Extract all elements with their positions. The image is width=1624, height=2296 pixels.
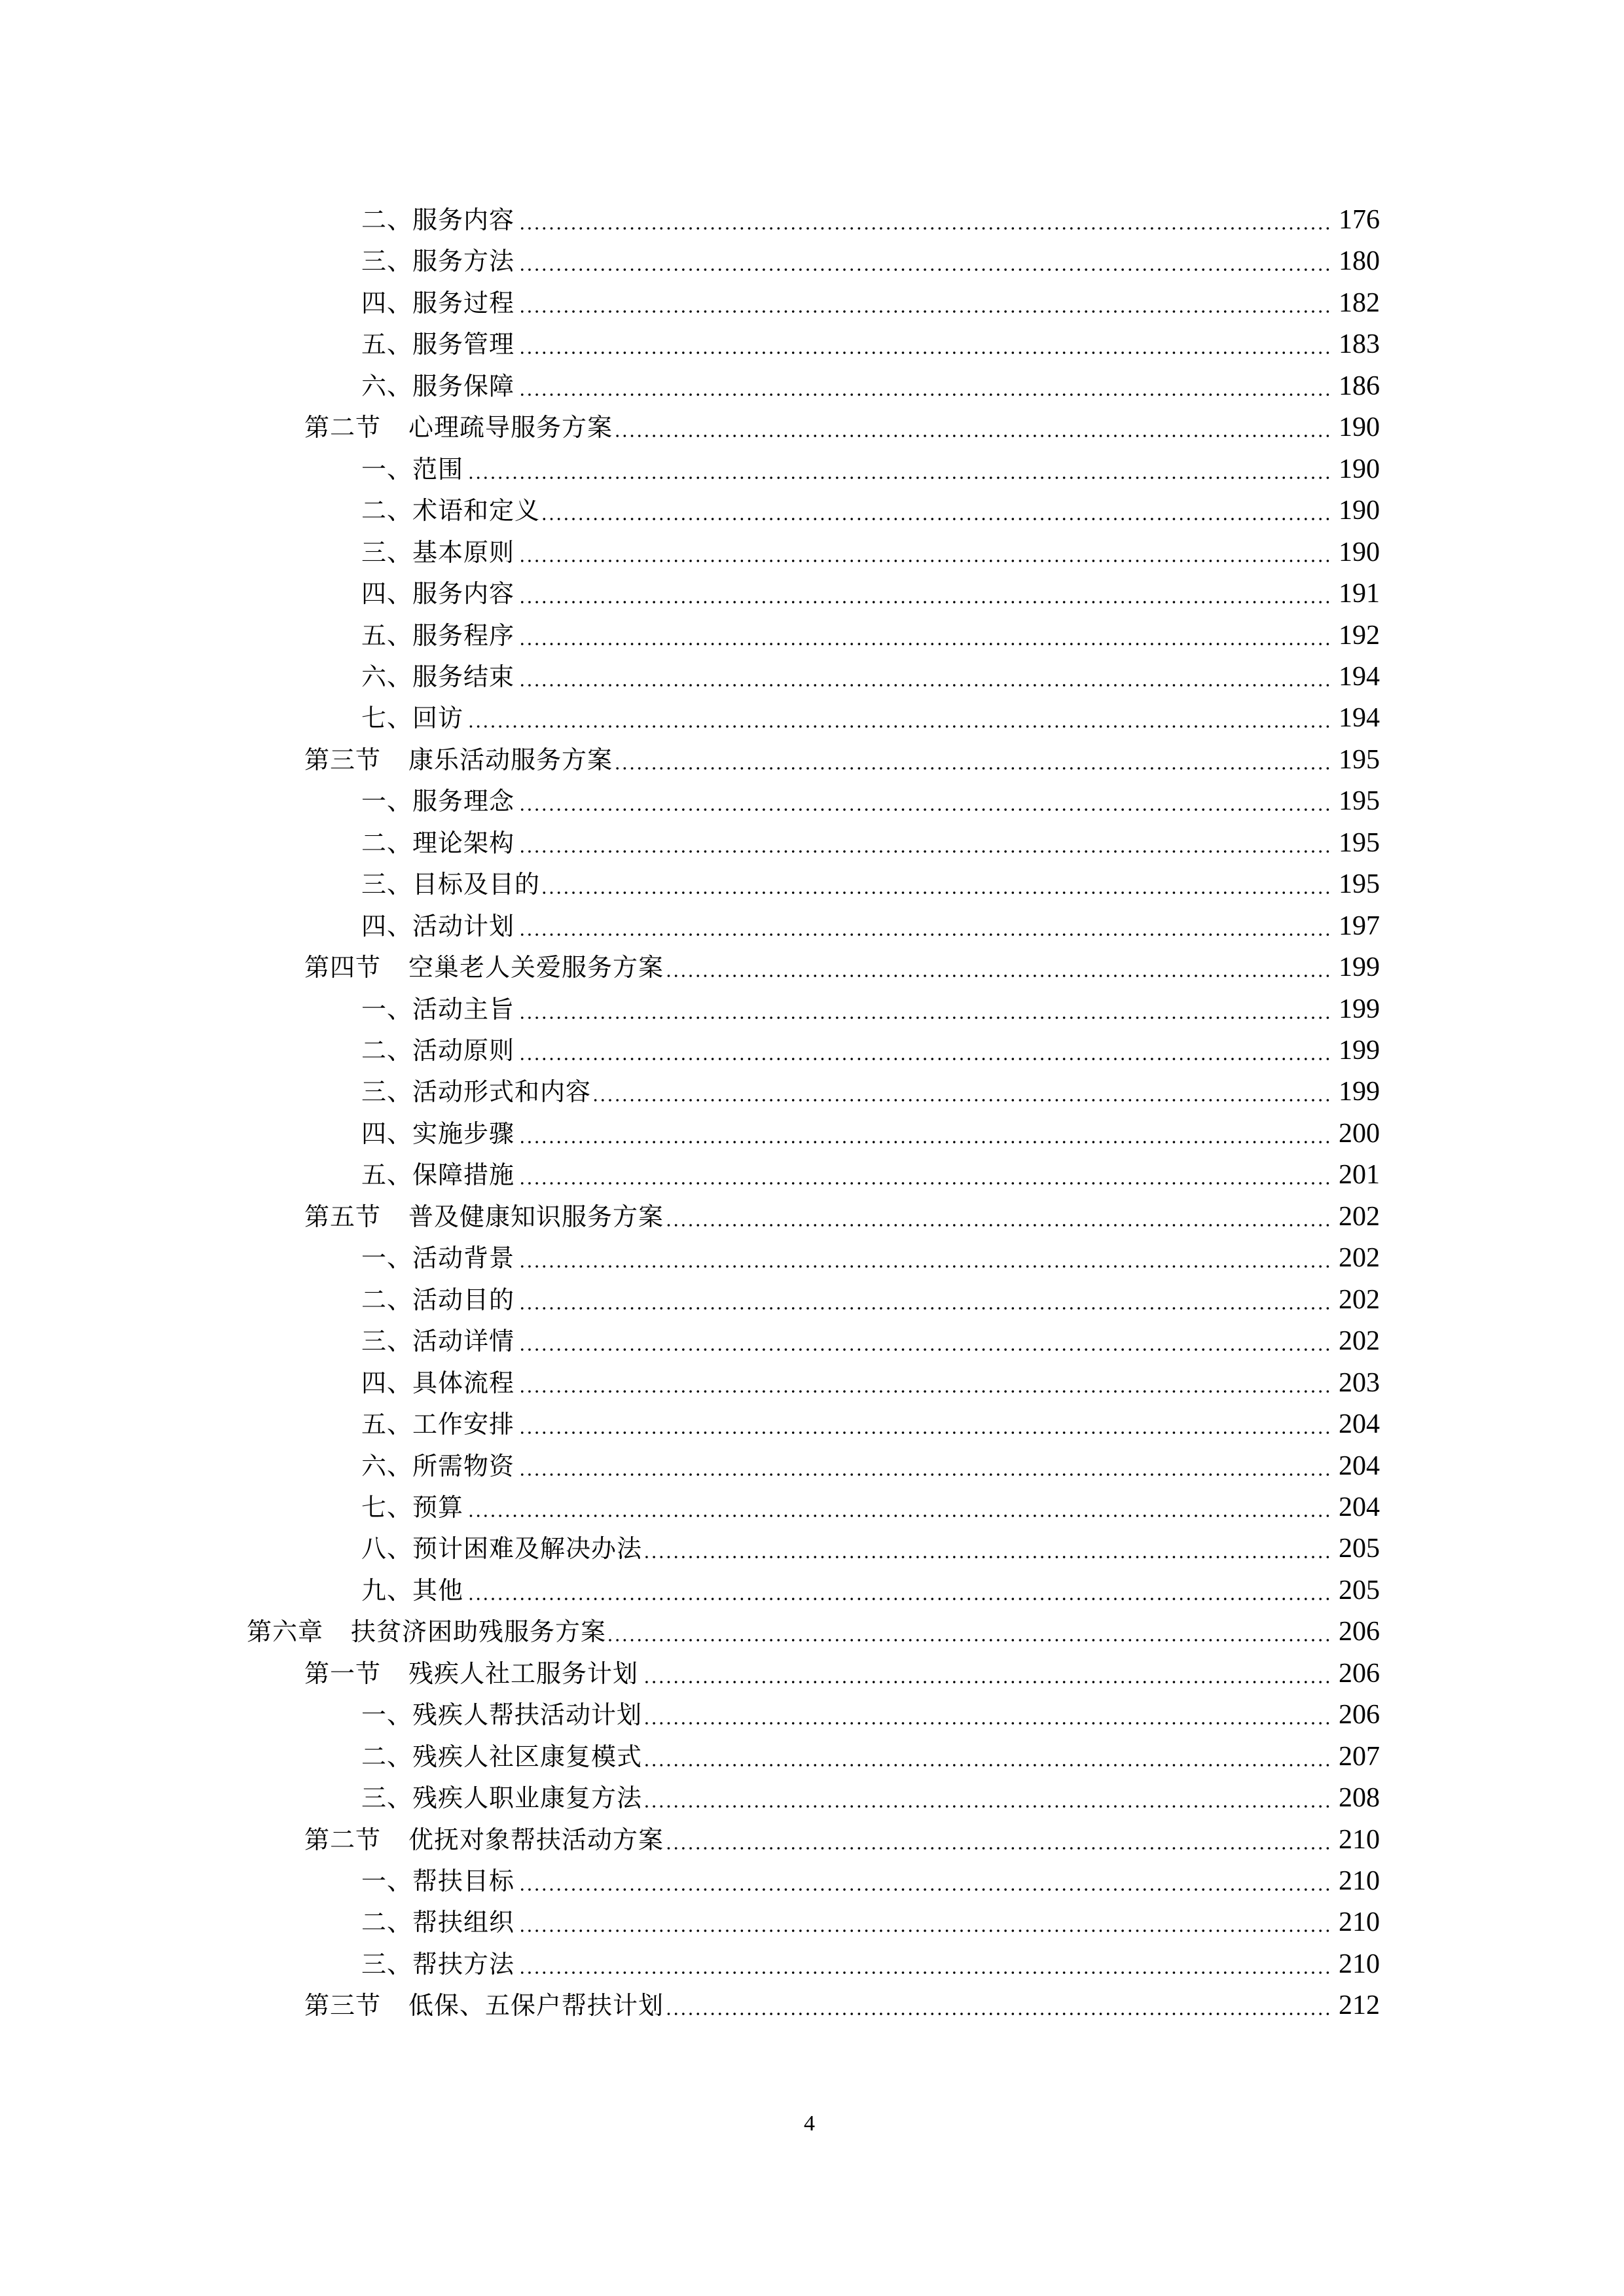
toc-entry-label [361, 864, 540, 905]
toc-entry-title: 活动目的 [412, 1285, 515, 1314]
toc-entry-number: 七、 [361, 704, 413, 733]
toc-entry-number: 六、 [361, 1451, 413, 1480]
toc-entry-number: 八、 [361, 1534, 413, 1564]
toc-entry-label [361, 1155, 514, 1196]
toc-item-entry[interactable] [361, 989, 1380, 1030]
dot-leader [517, 1944, 1331, 1985]
toc-entry-number: 二、 [361, 206, 413, 234]
toc-section-entry[interactable] [304, 1653, 1380, 1695]
toc-entry-title: 服务内容 [412, 579, 515, 609]
toc-entry-title: 所需物资 [412, 1451, 515, 1480]
dot-leader [517, 241, 1331, 282]
toc-entry-number: 二、 [361, 1742, 413, 1771]
toc-entry-page-number: 199 [1339, 952, 1380, 983]
toc-entry-page-number: 204 [1339, 1450, 1380, 1481]
dot-leader [466, 698, 1331, 739]
toc-item-entry[interactable] [361, 823, 1380, 864]
toc-entry-page-number: 202 [1339, 1243, 1380, 1274]
toc-entry-title: 优抚对象帮扶活动方案 [408, 1825, 664, 1854]
toc-item-entry[interactable] [361, 1528, 1380, 1570]
toc-entry-number: 三、 [361, 247, 413, 276]
toc-entry-page-number: 210 [1339, 1907, 1380, 1938]
toc-entry-number: 二、 [361, 1285, 413, 1314]
dot-leader [645, 1695, 1331, 1736]
dot-leader [641, 1653, 1331, 1695]
toc-item-entry[interactable] [361, 200, 1380, 241]
dot-leader [594, 1071, 1331, 1113]
toc-entry-number: 一、 [361, 1700, 413, 1730]
toc-entry-label [361, 1736, 642, 1778]
toc-entry-page-number: 206 [1339, 1658, 1380, 1689]
dot-leader [666, 1196, 1331, 1238]
dot-leader [645, 1528, 1331, 1570]
toc-entry-page-number: 207 [1339, 1741, 1380, 1772]
dot-leader [666, 1820, 1331, 1861]
dot-leader [517, 781, 1331, 822]
toc-item-entry[interactable] [361, 1113, 1380, 1155]
toc-entry-title: 范围 [412, 454, 464, 484]
toc-entry-page-number: 180 [1339, 246, 1380, 277]
toc-entry-title: 活动计划 [412, 911, 515, 941]
toc-entry-label [361, 1528, 642, 1570]
toc-entry-number: 二、 [361, 496, 413, 526]
toc-entry-title: 实施步骤 [412, 1119, 515, 1148]
toc-entry-title: 活动背景 [412, 1244, 515, 1273]
toc-entry-page-number: 191 [1339, 579, 1380, 609]
toc-entry-title: 工作安排 [412, 1410, 515, 1439]
toc-entry-number: 一、 [361, 787, 413, 816]
dot-leader [517, 200, 1331, 241]
toc-entry-label [361, 1071, 591, 1113]
toc-item-entry[interactable] [361, 864, 1380, 905]
toc-item-entry[interactable] [361, 366, 1380, 407]
toc-entry-page-number: 194 [1339, 661, 1380, 692]
toc-item-entry[interactable] [361, 573, 1380, 615]
toc-entry-label [361, 449, 463, 490]
toc-entry-title: 服务内容 [412, 206, 515, 234]
toc-entry-label [304, 947, 664, 988]
toc-entry-title: 扶贫济困助残服务方案 [351, 1617, 607, 1647]
dot-leader [609, 1611, 1331, 1653]
toc-entry-title: 服务程序 [412, 620, 515, 650]
dot-leader [517, 1861, 1331, 1902]
toc-entry-number: 二、 [361, 1036, 413, 1065]
toc-entry-label [304, 1653, 638, 1695]
toc-entry-title: 活动详情 [412, 1327, 515, 1356]
toc-item-entry[interactable] [361, 1944, 1380, 1985]
toc-entry-label [361, 1238, 514, 1279]
toc-entry-label [361, 1280, 514, 1321]
toc-item-entry[interactable] [361, 1363, 1380, 1404]
toc-entry-title: 心理疏导服务方案 [408, 413, 613, 442]
toc-entry-label [361, 1487, 463, 1528]
toc-entry-page-number: 203 [1339, 1367, 1380, 1398]
toc-entry-page-number: 195 [1339, 786, 1380, 817]
toc-entry-number: 一、 [361, 994, 413, 1024]
toc-entry-label [304, 1820, 664, 1861]
toc-item-entry[interactable] [361, 1071, 1380, 1113]
toc-item-entry[interactable] [361, 1446, 1380, 1487]
toc-entry-label [361, 573, 514, 615]
toc-entry-number: 三、 [361, 870, 413, 899]
toc-entry-title: 活动主旨 [412, 994, 515, 1024]
toc-entry-label [361, 1902, 514, 1943]
toc-entry-number: 第三节 [304, 1991, 382, 2020]
dot-leader [517, 573, 1331, 615]
toc-entry-number: 二、 [361, 1908, 413, 1937]
toc-entry-label [361, 366, 514, 407]
toc-entry-title: 残疾人社工服务计划 [408, 1659, 639, 1688]
toc-entry-page-number: 210 [1339, 1866, 1380, 1896]
toc-item-entry[interactable] [361, 698, 1380, 739]
toc-section-entry[interactable] [304, 1820, 1380, 1861]
toc-entry-label [361, 1363, 514, 1404]
toc-entry-page-number: 205 [1339, 1534, 1380, 1564]
toc-item-entry[interactable] [361, 1778, 1380, 1819]
dot-leader [517, 532, 1331, 573]
toc-entry-title: 预计困难及解决办法 [412, 1534, 643, 1564]
toc-entry-number: 四、 [361, 911, 413, 941]
toc-item-entry[interactable] [361, 1321, 1380, 1362]
toc-section-entry[interactable] [304, 1196, 1380, 1238]
dot-leader [517, 906, 1331, 947]
toc-item-entry[interactable] [361, 532, 1380, 573]
toc-entry-title: 残疾人社区康复模式 [412, 1742, 643, 1771]
dot-leader [466, 1570, 1331, 1611]
toc-entry-title: 活动形式和内容 [412, 1077, 592, 1107]
toc-entry-label [361, 1446, 514, 1487]
dot-leader [517, 1238, 1331, 1279]
toc-item-entry[interactable] [361, 1487, 1380, 1528]
dot-leader [517, 823, 1331, 864]
toc-entry-page-number: 210 [1339, 1824, 1380, 1855]
toc-entry-label [361, 615, 514, 656]
dot-leader [615, 407, 1331, 448]
dot-leader [517, 283, 1331, 324]
dot-leader [645, 1778, 1331, 1819]
toc-entry-number: 七、 [361, 1492, 413, 1522]
dot-leader [666, 947, 1331, 988]
toc-section-entry[interactable] [304, 740, 1380, 781]
toc-entry-title: 服务管理 [412, 330, 515, 359]
toc-chapter-entry[interactable] [247, 1611, 1380, 1653]
toc-entry-title: 保障措施 [412, 1160, 515, 1190]
footer-page-number: 4 [804, 2111, 815, 2136]
toc-entry-number: 四、 [361, 288, 413, 317]
toc-entry-title: 服务过程 [412, 288, 515, 317]
toc-item-entry[interactable] [361, 906, 1380, 947]
toc-entry-label [304, 407, 613, 448]
toc-entry-page-number: 205 [1339, 1575, 1380, 1605]
toc-item-entry[interactable] [361, 656, 1380, 698]
toc-entry-number: 六、 [361, 662, 413, 691]
toc-entry-label [361, 1778, 642, 1819]
dot-leader [517, 1280, 1331, 1321]
toc-entry-label [361, 1113, 514, 1155]
toc-entry-label [361, 906, 514, 947]
toc-entry-number: 五、 [361, 620, 413, 650]
toc-entry-title: 具体流程 [412, 1368, 515, 1397]
toc-item-entry[interactable] [361, 283, 1380, 324]
toc-entry-number: 第二节 [304, 1825, 382, 1854]
toc-entry-label [361, 989, 514, 1030]
toc-item-entry[interactable] [361, 1238, 1380, 1279]
toc-entry-label [361, 200, 514, 241]
toc-item-entry[interactable] [361, 241, 1380, 282]
toc-item-entry[interactable] [361, 449, 1380, 490]
toc-entry-number: 第四节 [304, 953, 382, 982]
toc-item-entry[interactable] [361, 1280, 1380, 1321]
toc-entry-label [247, 1611, 606, 1653]
toc-entry-title: 帮扶目标 [412, 1867, 515, 1895]
toc-entry-page-number: 208 [1339, 1783, 1380, 1814]
toc-entry-page-number: 199 [1339, 1035, 1380, 1066]
dot-leader [517, 1446, 1331, 1487]
toc-entry-title: 回访 [412, 704, 464, 733]
toc-entry-page-number: 190 [1339, 495, 1380, 526]
toc-entry-page-number: 202 [1339, 1326, 1380, 1357]
toc-entry-page-number: 195 [1339, 827, 1380, 858]
toc-item-entry[interactable] [361, 1404, 1380, 1445]
toc-entry-label [361, 324, 514, 365]
toc-item-entry[interactable] [361, 1861, 1380, 1902]
toc-entry-title: 基本原则 [412, 537, 515, 567]
toc-entry-title: 服务方法 [412, 247, 515, 276]
toc-item-entry[interactable] [361, 1030, 1380, 1071]
toc-entry-label [304, 1196, 664, 1238]
toc-entry-title: 普及健康知识服务方案 [408, 1202, 664, 1231]
toc-entry-title: 目标及目的 [412, 870, 541, 899]
toc-entry-label [304, 1985, 664, 2026]
toc-entry-title: 低保、五保户帮扶计划 [408, 1991, 664, 2020]
toc-entry-number: 三、 [361, 537, 413, 567]
toc-entry-number: 一、 [361, 1867, 413, 1895]
toc-entry-title: 活动原则 [412, 1036, 515, 1065]
dot-leader [466, 1487, 1331, 1528]
toc-item-entry[interactable] [361, 1695, 1380, 1736]
toc-entry-title: 服务保障 [412, 371, 515, 401]
toc-entry-label [361, 656, 514, 698]
toc-section-entry[interactable] [304, 1985, 1380, 2026]
toc-entry-number: 第二节 [304, 413, 382, 442]
toc-entry-label [361, 1030, 514, 1071]
toc-entry-title: 术语和定义 [412, 496, 541, 526]
dot-leader [517, 615, 1331, 656]
dot-leader [517, 366, 1331, 407]
toc-entry-page-number: 206 [1339, 1700, 1380, 1731]
toc-item-entry[interactable] [361, 1570, 1380, 1611]
toc-entry-label [361, 698, 463, 739]
toc-entry-number: 三、 [361, 1784, 413, 1813]
toc-entry-label [361, 823, 514, 864]
toc-entry-label [361, 283, 514, 324]
dot-leader [466, 449, 1331, 490]
toc-entry-title: 残疾人职业康复方法 [412, 1784, 643, 1813]
toc-entry-page-number: 202 [1339, 1284, 1380, 1315]
dot-leader [517, 1030, 1331, 1071]
toc-entry-number: 第一节 [304, 1659, 382, 1688]
toc-entry-number: 四、 [361, 579, 413, 609]
dot-leader [517, 1902, 1331, 1943]
toc-entry-page-number: 212 [1339, 1990, 1380, 2021]
toc-entry-label [361, 490, 540, 531]
dot-leader [517, 1404, 1331, 1445]
toc-item-entry[interactable] [361, 615, 1380, 656]
toc-entry-label [361, 241, 514, 282]
toc-entry-page-number: 195 [1339, 744, 1380, 775]
toc-item-entry[interactable] [361, 324, 1380, 365]
dot-leader [645, 1736, 1331, 1778]
toc-entry-title: 帮扶方法 [412, 1949, 515, 1979]
toc-entry-label [361, 781, 514, 822]
toc-entry-number: 三、 [361, 1327, 413, 1356]
dot-leader [517, 989, 1331, 1030]
toc-entry-label [361, 1570, 463, 1611]
toc-entry-number: 二、 [361, 828, 413, 857]
toc-entry-number: 第三节 [304, 745, 382, 774]
toc-entry-number: 五、 [361, 1410, 413, 1439]
toc-entry-page-number: 190 [1339, 537, 1380, 567]
toc-entry-number: 九、 [361, 1575, 413, 1605]
toc-entry-title: 帮扶组织 [412, 1908, 515, 1937]
toc-entry-number: 四、 [361, 1368, 413, 1397]
toc-item-entry[interactable] [361, 781, 1380, 822]
toc-entry-page-number: 204 [1339, 1409, 1380, 1440]
toc-entry-label [361, 1861, 514, 1902]
dot-leader [517, 1155, 1331, 1196]
toc-section-entry[interactable] [304, 947, 1380, 988]
toc-entry-label [361, 1321, 514, 1362]
toc-entry-page-number: 204 [1339, 1492, 1380, 1522]
toc-entry-number: 四、 [361, 1119, 413, 1148]
toc-entry-title: 服务结束 [412, 662, 515, 691]
toc-entry-title: 其他 [412, 1575, 464, 1605]
toc-entry-label [304, 740, 613, 781]
dot-leader [517, 1113, 1331, 1155]
toc-entry-number: 第六章 [247, 1617, 324, 1647]
toc-entry-number: 一、 [361, 454, 413, 484]
toc-section-entry[interactable] [304, 407, 1380, 448]
dot-leader [615, 740, 1331, 781]
toc-entry-page-number: 206 [1339, 1617, 1380, 1647]
dot-leader [517, 1363, 1331, 1404]
toc-entry-title: 理论架构 [412, 828, 515, 857]
toc-entry-page-number: 210 [1339, 1948, 1380, 1979]
toc-item-entry[interactable] [361, 1736, 1380, 1778]
toc-entry-page-number: 183 [1339, 329, 1380, 360]
dot-leader [517, 656, 1331, 698]
toc-item-entry[interactable] [361, 1155, 1380, 1196]
toc-entry-number: 五、 [361, 1160, 413, 1190]
toc-entry-page-number: 186 [1339, 370, 1380, 401]
dot-leader [543, 490, 1331, 531]
dot-leader [517, 324, 1331, 365]
toc-entry-number: 三、 [361, 1077, 413, 1107]
toc-entry-page-number: 190 [1339, 454, 1380, 484]
toc-entry-number: 第五节 [304, 1202, 382, 1231]
toc-entry-number: 三、 [361, 1949, 413, 1979]
toc-entry-label [361, 1944, 514, 1985]
toc-entry-label [361, 1695, 642, 1736]
toc-entry-page-number: 192 [1339, 620, 1380, 651]
toc-entry-page-number: 202 [1339, 1201, 1380, 1232]
toc-entry-page-number: 199 [1339, 1077, 1380, 1107]
toc-item-entry[interactable] [361, 1902, 1380, 1943]
toc-entry-label [361, 532, 514, 573]
toc-entry-number: 一、 [361, 1244, 413, 1273]
toc-entry-number: 六、 [361, 371, 413, 401]
toc-entry-page-number: 176 [1339, 205, 1380, 235]
toc-entry-page-number: 199 [1339, 994, 1380, 1024]
dot-leader [517, 1321, 1331, 1362]
toc-entry-title: 预算 [412, 1492, 464, 1522]
toc-entry-page-number: 194 [1339, 703, 1380, 734]
toc-entry-number: 五、 [361, 330, 413, 359]
toc-entry-page-number: 182 [1339, 287, 1380, 318]
toc-entry-title: 残疾人帮扶活动计划 [412, 1700, 643, 1730]
toc-entry-page-number: 200 [1339, 1118, 1380, 1149]
toc-entry-title: 服务理念 [412, 787, 515, 816]
toc-entry-title: 空巢老人关爱服务方案 [408, 953, 664, 982]
toc-entry-page-number: 197 [1339, 910, 1380, 941]
toc-entry-page-number: 201 [1339, 1160, 1380, 1191]
toc-entry-page-number: 195 [1339, 869, 1380, 900]
dot-leader [543, 864, 1331, 905]
toc-entry-title: 康乐活动服务方案 [408, 745, 613, 774]
toc-entry-label [361, 1404, 514, 1445]
toc-item-entry[interactable] [361, 490, 1380, 531]
toc-entry-page-number: 190 [1339, 412, 1380, 443]
dot-leader [666, 1985, 1331, 2026]
